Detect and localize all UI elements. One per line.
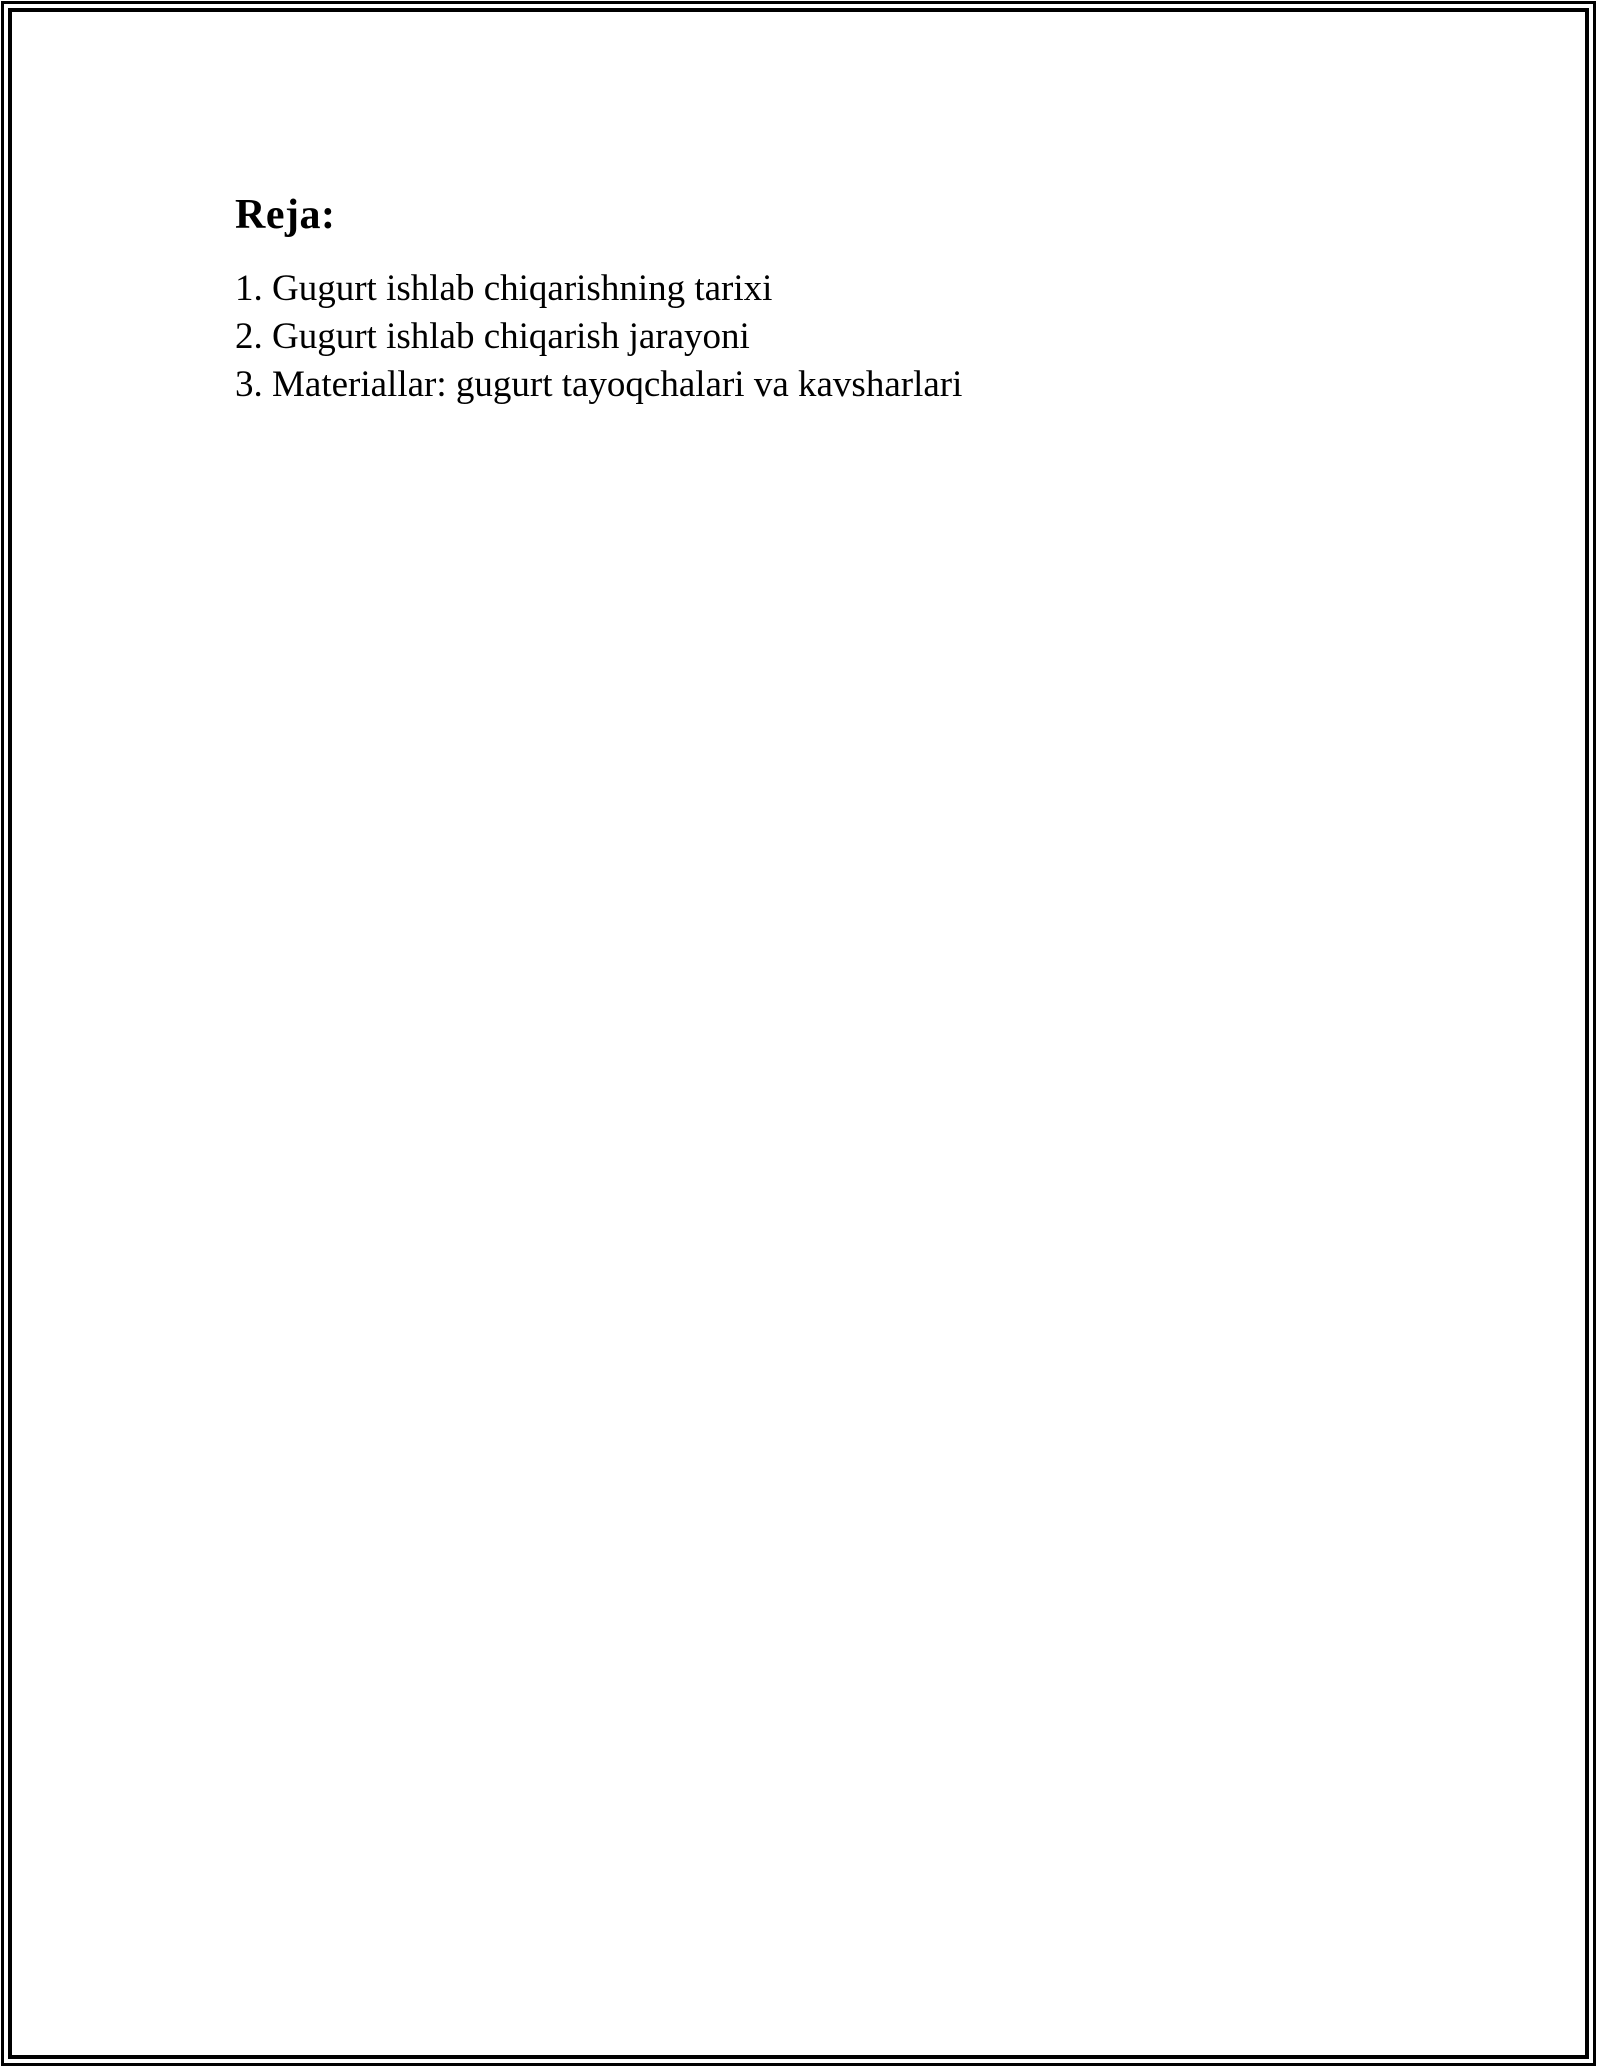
list-item: 2. Gugurt ishlab chiqarish jarayoni [235, 316, 750, 358]
list-item: 1. Gugurt ishlab chiqarishning tarixi [235, 268, 773, 310]
page-content [12, 12, 1585, 409]
page-border-inner [8, 8, 1589, 2059]
plan-heading: Reja: [235, 192, 336, 238]
page-border-outer [1, 1, 1596, 2066]
plan-list [235, 265, 1525, 409]
list-item: 3. Materiallar: gugurt tayoqchalari va kavsharlari [235, 364, 963, 406]
